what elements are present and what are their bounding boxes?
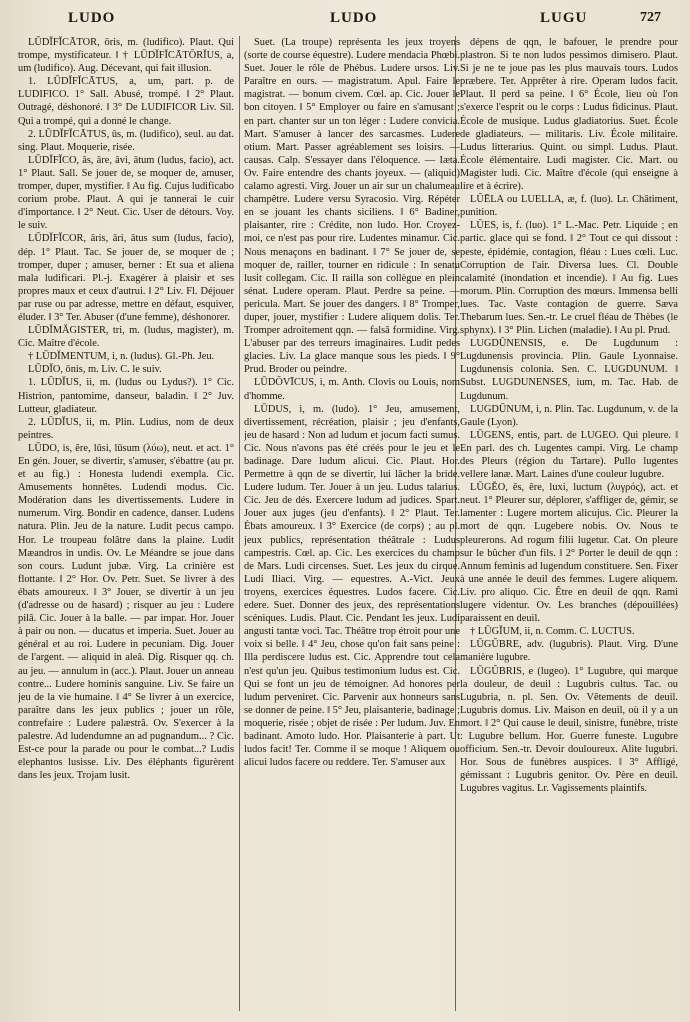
entry: LŪDĬO, ōnis, m. Liv. C. le suiv. bbox=[28, 364, 162, 376]
entry: 2. LŪDĬFĬCĀTUS, ūs, m. (ludifico), seul. au dat. sing. Plaut. Moquerie, risée. bbox=[18, 128, 234, 153]
entry: 2. LŪDĬUS, ii, m. Plin. Ludius, nom de deux peintres. bbox=[18, 416, 234, 441]
entry: LŪDĬFĬCOR, āris, āri, ātus sum (ludus, facio), dép. 1° Plaut. Tac. Se jouer de, se moquer de ; tromper, duper ; amuser, berner : Et sua et aliena mala ludificari. Pl.-j. Exagérer à plaisir et ses propres maux et ceux d'autrui. ‖ 2° Liv. Fl. Déjouer par ruse ou par adresse, mettre en défaut, esquiver, éluder. ‖ 3° Ter. Abuser (d'une femme), déshonorer. bbox=[18, 233, 234, 323]
header-center-headword: LUDO bbox=[330, 10, 378, 26]
entry: LŪDŎVĪCUS, i, m. Anth. Clovis ou Louis, nom d'homme. bbox=[244, 377, 460, 402]
entry: † LŪGĬUM, ii, n. Comm. C. LUCTUS. bbox=[470, 626, 635, 638]
column-2 bbox=[244, 36, 460, 1016]
entry: dépens de qqn, le bafouer, le prendre pour plastron. Si te non ludos pessimos dimisero. Plaut. Si je ne te joue pas les plus mauvais tours. Ludos præbere. Ter. Apprêter à rire. Operam ludos facit. Plaut. Il perd sa peine. ‖ 6° École, lieu où l'on s'exerce l'esprit ou le corps : Ludus fidicinus. Plaut. École de musique. Ludus gladiatorius. Suet. École de gladiateurs. — militaris. Liv. École militaire. Ludus litterarius. Quint. ou simpl. Ludus. Plaut. École élémentaire. Ludi magister. Cic. Mart. ou Magister ludi. Cic. Maître d'école (qui enseigne à lire et à écrire). bbox=[460, 37, 678, 193]
entry: LŬĒLA ou LUELLA, æ, f. (luo). Lr. Châtiment, punition. bbox=[460, 194, 678, 219]
running-header bbox=[0, 10, 690, 32]
page-number: 727 bbox=[640, 10, 661, 25]
entry: Suet. (La troupe) représenta les jeux troyens (sorte de course équestre). Ludere mendacia Phœbi. Suet. Jouer le rôle de Phébus. Ludere ursos. Liv. Paraître en ours. — magistratum. Apul. Faire le magistrat. — bonum civem. Cœl. ap. Cic. Jouer le bon citoyen. ‖ 5° Employer ou faire en s'amusant ; en part. chanter sur un ton léger : Ludere convicia. Mart. S'amuser à lancer des sarcasmes. Ludere otium. Mart. Passer agréablement ses loisirs. — causas. Calp. S'essayer dans l'éloquence. — Iæta. Ov. Faire entendre des chants joyeux. — (aliquid) calamo agresti. Virg. Jouer un air sur un chalumeau champêtre. Ludere versu Syracosio. Virg. Répéter en se jouant les chants siciliens. ‖ 6° Badiner, plaisanter, rire : Crédite, non ludo. Hor. Croyez-moi, ce n'est pas pour rire. Ludentes minamur. Cic. Nous menaçons en badinant. ‖ 7° Se jouer de, se moquer de, railler, tourner en ridicule : In senatu lusit collegam. Cic. Il railla son collègue en plein sénat. Ludere operam. Plaut. Perdre sa peine. — pericula. Mart. Se jouer des dangers. ‖ 8° Tromper, duper, jouer, mystifier : Ludere aliquem dolis. Ter. Tromper adroitement qqn. — falsâ formidine. Virg. L'abuser par des terreurs imaginaires. Ludit pedes glacies. Liv. La glace manque sous les pieds. ‖ 9° Prud. Broder ou peindre. bbox=[244, 37, 460, 376]
entry: LŬES, is, f. (luo). 1° L.-Mac. Petr. Liquide ; en partic. glace qui se fond. ‖ 2° Tout ce qui dissout : peste, épidémie, contagion, fléau : Lues cœli. Luc. Corruption de l'air. Diversa lues. Cl. Double calamité (inondation et incendie). ‖ Au fig. Lues morum. Plin. Corruption des mœurs. Immensa belli lues. Tac. Vaste contagion de guerre. Sæva Thebarum lues. Sen.-tr. Le cruel fléau de Thèbes (le sphynx). ‖ 3° Plin. Lichen (maladie). ‖ Au pl. Prud. bbox=[460, 220, 678, 337]
header-right-headword: LUGU bbox=[540, 10, 588, 26]
column-divider-1 bbox=[239, 36, 240, 1011]
entry: † LŪDĬMENTUM, i, n. (ludus). Gl.-Ph. Jeu. bbox=[28, 351, 215, 363]
entry: LŪGŬBRE, adv. (lugubris). Plaut. Virg. D'une manière lugubre. bbox=[460, 639, 678, 664]
entry: LŪDUS, i, m. (ludo). 1° Jeu, amusement, divertissement, récréation, plaisir ; jeu d'enfants, jeu de hasard : Non ad ludum et jocum facti sumus. Cic. Nous n'avons pas été créés pour le jeu et le badinage. Dare ludum alicui. Cic. Plaut. Hor. Permettre à qqn de se divertir, lui lâcher la bride. Ludere ludum. Ter. Jouer à un jeu. Ludus talarius. Cic. Jeu de dés. Exercere ludum ad judices. Spart. Jouer aux juges (jeu d'enfants). ‖ 2° Plaut. Ter. Ébats amoureux. ‖ 3° Exercice (de corps) ; au pl. jeux publics, représentation théâtrale : Ludus campestris. Cœl. ap. Cic. Les exercices du champ de Mars. Ludi circenses. Suet. Les jeux du cirque. Ludi Iliaci. Virg. — equestres. A.-Vict. Jeux troyens, exercices équestres. Ludos facere. Cic. edere. Suet. Donner des jeux, des représentations scéniques. Ludis. Plaut. Cic. Pendant les jeux. Ludi angusti tantæ voci. Tac. Théâtre trop étroit pour une voix si belle. ‖ 4° Jeu, chose qu'on fait sans peine : Illa perdiscere ludus est. Cic. Apprendre tout cela n'est qu'un jeu. Quibus testimonium ludus est. Cic. Qui se font un jeu de témoigner. Ad honores per ludum perveniret. Cic. Parvenir aux honneurs sans se donner de peine. ‖ 5° Jeu, plaisanterie, badinage ; moquerie, risée ; objet de risée : Per ludum. Juv. En badinant. Amoto ludo. Hor. Plaisanterie à part. Ut ludos facit! Ter. Comme il se moque ! Aliquem ou alicui ludos facere ou reddere. Ter. S'amuser aux bbox=[244, 403, 460, 769]
entry: LŪGŬBRIS, e (lugeo). 1° Lugubre, qui marque la douleur, de deuil : Lugubris cultus. Tac. ou Lugubria, n. pl. Sen. Ov. Vêtements de deuil. Lugubris domus. Liv. Maison en deuil, où il y a un mort. ‖ 2° Qui cause le deuil, sinistre, funèbre, triste : Lugubre bellum. Hor. Guerre funeste. Lugubre officium. Sen.-tr. Devoir douloureux. Alite lugubri. Hor. Sous de funèbres auspices. ‖ 3° Affligé, gémissant : Lugubris genitor. Ov. Père en deuil. Lugubres vagitus. Lr. Vagissements plaintifs. bbox=[460, 665, 678, 795]
entry: LŪDĬMĂGISTER, tri, m. (ludus, magister), m. Cic. Maître d'école. bbox=[18, 325, 234, 350]
entry: LŪGĔO, ēs, ēre, luxi, luctum (λυγρός), act. et neut. 1° Pleurer sur, déplorer, s'affliger de, gémir, se lamenter : Lugere mortem alicujus. Cic. Pleurer la mort de qqn. Lugebere nobis. Ov. Nous te pleurerons. Ad rogum filii lugetur. Cat. On pleure sur le bûcher d'un fils. ‖ 2° Porter le deuil de qqn : Annum feminis ad lugendum constituere. Sen. Fixer à une année le deuil des femmes. Lugere aliquem. Liv. pro aliquo. Cic. Être en deuil de qqn. Rami lugere videntur. Ov. Les branches (dépouillées) paraissent en deuil. bbox=[460, 482, 678, 625]
column-3 bbox=[460, 36, 678, 1016]
entry: LŪDĬFĬCO, ās, āre, āvi, ātum (ludus, facio), act. 1° Plaut. Sall. Se jouer de, se moquer de, amuser, tromper, duper, mystifier. ‖ Au fig. Cujus ludificabo corium probe. Plaut. A qui je tannerai le cuir d'importance. ‖ 2° Neut. Cic. User de détours. Voy. le suiv. bbox=[18, 154, 234, 232]
entry: LŪDO, is, ĕre, lūsi, lūsum (λύω), neut. et act. 1° En gén. Jouer, se divertir, s'amuser, s'ébattre (au pr. et au fig.) : Honesta ludendi exempla. Cic. Amusements honnêtes. Ludendi modus. Cic. Modération dans les divertissements. Ludere in numerum. Virg. Bondir en cadence, danser. Ludens natura. Plin. Jeu de la nature. Ludit pecus campo. Hor. Le troupeau folâtre dans la plaine. Ludit Mæandros in undis. Ov. Le Méandre se joue dans son cours. Ludunt jubæ. Virg. La crinière est flottante. ‖ 2° Hor. Ov. Petr. Suet. Se livrer à des ébats amoureux. ‖ 3° Jouer, se divertir à un jeu (d'adresse ou de hasard) ; risquer au jeu : Ludere pilâ. Cic. Jouer à la balle. — par impar. Hor. Jouer à pair ou non. — ducatus et imperia. Suet. Jouer au général et au roi. Ludere in pecuniam. Dig. Jouer de l'argent. — aliquid in aleâ. Dig. Risquer qq. ch. au jeu. — annulum in (acc.). Plaut. Jouer un anneau contre... Ludere hominis sanguine. Liv. Se faire un jeu de la vie humaine. ‖ 4° Se livrer à un exercice, paraître dans les jeux publics ; jouer un rôle, contrefaire : Ludere palæstrâ. Ov. S'exercer à la palestre. Ad ludendumne an ad pugnandum... ? Cic. Est-ce pour la parade ou pour le combat...? Ludis elephantos lusisse. Liv. Des éléphants figurèrent dans les jeux. Trojam lusit. bbox=[18, 442, 234, 782]
entry: 1. LŪDĬFĬCĀTUS, a, um, part. p. de LUDIFICO. 1° Sall. Abusé, trompé. ‖ 2° Plaut. Outragé, déshonoré. ‖ 3° De LUDIFICOR Liv. Sil. Qui a trompé, qui a donné le change. bbox=[18, 76, 234, 127]
entry: LUGDŪNENSIS, e. De Lugdunum : Lugdunensis provincia. Plin. Gaule Lyonnaise. Lugdunensis colonia. Sen. C. LUGDUNUM. ‖ Subst. LUGDUNENSES, ium, m. Tac. Hab. de Lugdunum. bbox=[460, 338, 678, 402]
entry: LUGDŪNUM, i, n. Plin. Tac. Lugdunum, v. de la Gaule (Lyon). bbox=[460, 403, 678, 428]
header-left-headword: LUDO bbox=[68, 10, 116, 26]
column-1 bbox=[18, 36, 234, 1016]
entry: 1. LŪDĬUS, ii, m. (ludus ou Lydus?). 1° Cic. Histrion, pantomime, danseur, baladin. ‖ 2° Juv. Lutteur, gladiateur. bbox=[18, 377, 234, 415]
entry: LŪDĬFĬCĀTOR, ōris, m. (ludifico). Plaut. Qui trompe, mystificateur. ‖ † LŪDĬFĬCĀTŌRĬUS, a, um (ludifico). Aug. Décevant, qui fait illusion. bbox=[18, 37, 234, 75]
entry: LŪGENS, entis, part. de LUGEO. Qui pleure. ‖ En parl. des ch. Lugentes campi. Virg. Le champ des Pleurs (région du Tartare). Pullo lugentes vellere lanæ. Mart. Laines d'une couleur lugubre. bbox=[460, 429, 678, 481]
